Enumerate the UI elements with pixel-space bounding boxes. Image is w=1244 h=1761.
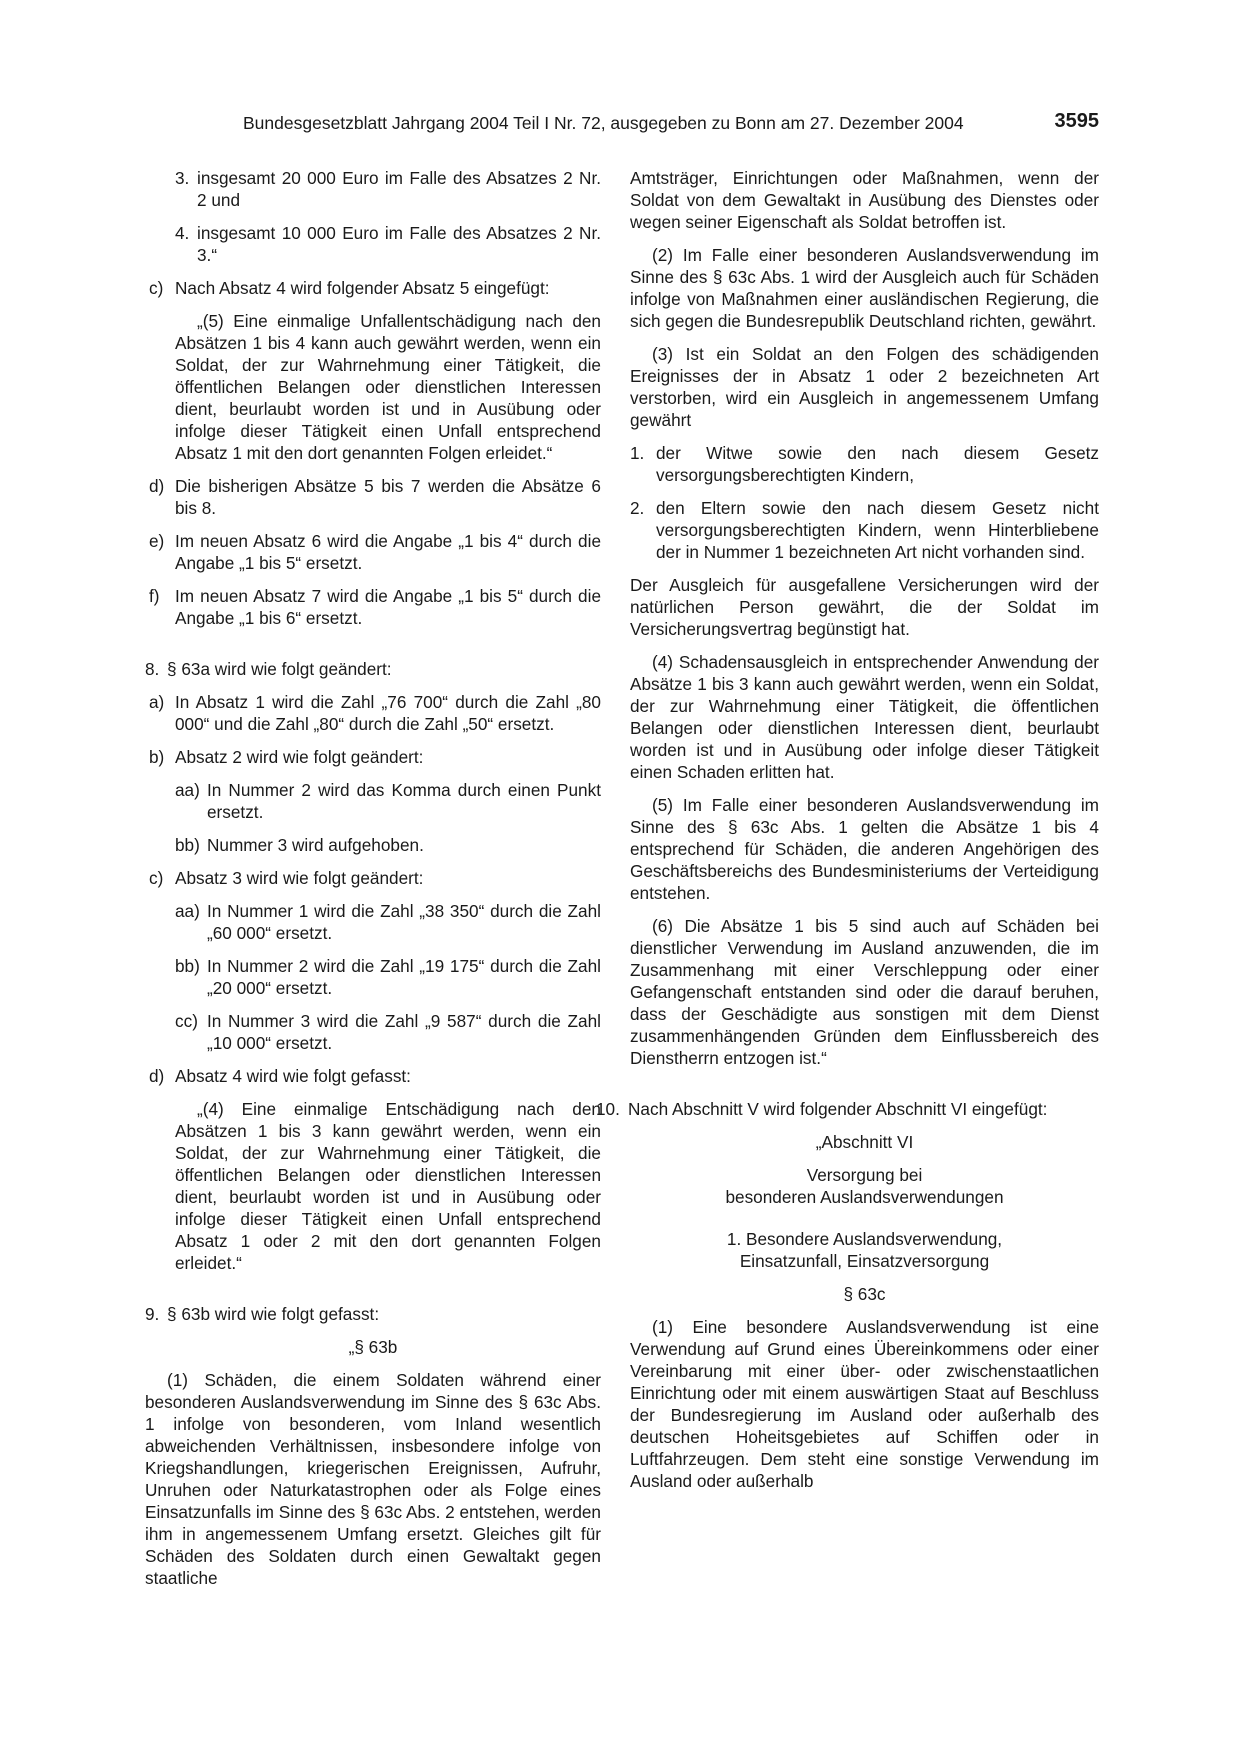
item-label: cc) (175, 1011, 198, 1031)
item-label: 10. (596, 1099, 620, 1119)
item-text: Nummer 3 wird aufgehoben. (207, 835, 424, 855)
section-heading-63c: § 63c (843, 1284, 886, 1304)
item-text: der Witwe sowie den nach diesem Gesetz versorgungsberechtigten Kindern, (656, 443, 1099, 485)
item-text: Nach Abschnitt V wird folgender Abschnitt VI eingefügt: (628, 1099, 1048, 1119)
item-label: aa) (175, 780, 200, 800)
item-label: e) (149, 531, 165, 551)
item-text: den Eltern sowie den nach diesem Gesetz nicht versorgungsberechtigten Kindern, wenn Hinterbliebene der in Nummer 1 bezeichneten Art nicht vorhanden sind. (656, 498, 1099, 562)
list-item-4 (145, 222, 601, 266)
amendment-8b-bb (145, 834, 601, 856)
paragraph-63b-1: (1) Schäden, die einem Soldaten während einer besonderen Auslandsverwendung im Sinne des § 63c Abs. 1 infolge von besonderen, vom Inland wesentlich abweichenden Verhältnissen, insbesondere infolge von Kriegshandlungen, kriegerischen Ereignissen, Aufruhr, Unruhen oder Naturkatastrophen oder als Folge eines Einsatzunfalls im Sinne des § 63c Abs. 2 entstehen, werden ihm in angemessenem Umfang ersetzt. Gleiches gilt für Schäden des Soldaten durch einen Gewaltakt gegen staatliche (145, 1370, 601, 1588)
item-text: Absatz 2 wird wie folgt geändert: (175, 747, 424, 767)
abschnitt-heading: „Abschnitt VI (815, 1132, 914, 1152)
item-label: 1. (630, 443, 645, 463)
item-label: f) (149, 586, 160, 606)
amendment-8c-bb (145, 955, 601, 999)
item-text: Im neuen Absatz 6 wird die Angabe „1 bis 4“ durch die Angabe „1 bis 5“ ersetzt. (175, 531, 601, 573)
list-item-3 (145, 167, 601, 211)
article-item-10 (596, 1098, 1099, 1120)
item-label: a) (149, 692, 165, 712)
amendment-8c-cc (145, 1010, 601, 1054)
amendment-f (145, 585, 601, 629)
item-label: d) (149, 1066, 165, 1086)
item-text: In Nummer 3 wird die Zahl „9 587“ durch die Zahl „10 000“ ersetzt. (207, 1011, 601, 1053)
amendment-e (145, 530, 601, 574)
item-text: In Nummer 1 wird die Zahl „38 350“ durch die Zahl „60 000“ ersetzt. (207, 901, 601, 943)
item-label: 9. (145, 1304, 160, 1324)
paragraph-2: (2) Im Falle einer besonderen Auslandsverwendung im Sinne des § 63c Abs. 1 wird der Ausgleich auch für Schäden infolge von Maßnahmen einer ausländischen Regierung, die sich gegen die Bundesrepublik Deutschland richten, gewährt. (630, 245, 1099, 331)
item-text: In Absatz 1 wird die Zahl „76 700“ durch die Zahl „80 000“ und die Zahl „80“ durch die Zahl „50“ ersetzt. (175, 692, 601, 734)
amendment-8c (145, 867, 601, 889)
paragraph-5: (5) Im Falle einer besonderen Auslandsverwendung im Sinne des § 63c Abs. 1 gelten die Absätze 1 bis 4 entsprechend für Schäden, die anderen Angehörigen des Geschäftsbereichs des Bundesministeriums der Verteidigung entstehen. (630, 795, 1099, 903)
item-text: insgesamt 20 000 Euro im Falle des Absatzes 2 Nr. 2 und (197, 168, 601, 210)
abschnitt-title-line-2: besonderen Auslandsverwendungen (725, 1187, 1004, 1207)
list-item-2 (630, 497, 1099, 563)
item-label: 2. (630, 498, 645, 518)
right-column (596, 167, 1099, 1503)
header-text: Bundesgesetzblatt Jahrgang 2004 Teil I Nr. 72, ausgegeben zu Bonn am 27. Dezember 2004 (243, 113, 964, 133)
running-header (243, 112, 1099, 138)
item-text: § 63a wird wie folgt geändert: (167, 659, 392, 679)
quoted-paragraph-4: „(4) Eine einmalige Entschädigung nach den Absätzen 1 bis 3 kann gewährt werden, wenn ein Soldat, der zur Wahrnehmung einer Tätigkeit, die öffentlichen Belangen oder dienstlichen Interessen dient, beurlaubt worden ist und in Ausübung oder infolge dieser Tätigkeit einen Unfall entsprechend Absatz 1 oder 2 mit den dort genannten Folgen erleidet.“ (175, 1099, 601, 1273)
item-label: c) (149, 278, 164, 298)
item-text: Absatz 3 wird wie folgt geändert: (175, 868, 424, 888)
article-item-8 (145, 658, 601, 680)
paragraph-6: (6) Die Absätze 1 bis 5 sind auch auf Schäden bei dienstlicher Verwendung im Ausland anzuwenden, die im Zusammenhang mit einer Verschleppung oder einer Gefangenschaft entstanden sind oder die darauf beruhen, dass der Geschädigte aus sonstigen mit dem Dienst zusammenhängenden Gründen dem Einflussbereich des Dienstherrn entzogen ist.“ (630, 916, 1099, 1068)
item-text: Im neuen Absatz 7 wird die Angabe „1 bis 5“ durch die Angabe „1 bis 6“ ersetzt. (175, 586, 601, 628)
amendment-d (145, 475, 601, 519)
item-label: aa) (175, 901, 200, 921)
item-text: § 63b wird wie folgt gefasst: (167, 1304, 380, 1324)
item-label: 4. (175, 223, 190, 243)
subsection-heading-line-2: Einsatzunfall, Einsatzversorgung (739, 1251, 990, 1271)
page-number: 3595 (1054, 110, 1099, 132)
item-text: In Nummer 2 wird die Zahl „19 175“ durch die Zahl „20 000“ ersetzt. (207, 956, 601, 998)
item-text: In Nummer 2 wird das Komma durch einen Punkt ersetzt. (207, 780, 601, 822)
item-label: 3. (175, 168, 190, 188)
item-text: Nach Absatz 4 wird folgender Absatz 5 eingefügt: (175, 278, 550, 298)
subsection-heading-line-1: 1. Besondere Auslandsverwendung, (726, 1229, 1003, 1249)
quoted-paragraph-5: „(5) Eine einmalige Unfallentschädigung nach den Absätzen 1 bis 4 kann auch gewährt werden, wenn ein Soldat, der zur Wahrnehmung einer Tätigkeit, die öffentlichen Belangen oder dienstlichen Interessen dient, beurlaubt worden ist und in Ausübung oder infolge dieser Tätigkeit einen Unfall entsprechend Absatz 1 mit den dort genannten Folgen erleidet.“ (175, 311, 601, 463)
paragraph-4: (4) Schadensausgleich in entsprechender Anwendung der Absätze 1 bis 3 kann auch gewährt werden, wenn ein Soldat, der zur Wahrnehmung einer Tätigkeit, die öffentlichen Belangen oder dienstlichen Interessen dient, beurlaubt worden ist und in Ausübung oder infolge dieser Tätigkeit einen Schaden erlitten hat. (630, 652, 1099, 782)
paragraph-63c-1: (1) Eine besondere Auslandsverwendung ist eine Verwendung auf Grund eines Übereinkommens oder einer Vereinbarung mit einer über- oder zwischenstaatlichen Einrichtung oder mit einem auswärtigen Staat auf Beschluss der Bundesregierung im Ausland oder außerhalb des deutschen Hoheitsgebietes auf Schiffen oder in Luftfahrzeugen. Dem steht eine sonstige Verwendung im Ausland oder außerhalb (630, 1317, 1099, 1491)
amendment-c (145, 277, 601, 299)
article-item-9 (145, 1303, 601, 1325)
item-label: b) (149, 747, 165, 767)
amendment-8b (145, 746, 601, 768)
item-label: bb) (175, 956, 200, 976)
item-label: c) (149, 868, 164, 888)
item-text: Die bisherigen Absätze 5 bis 7 werden die Absätze 6 bis 8. (175, 476, 601, 518)
amendment-8a (145, 691, 601, 735)
left-column (145, 167, 601, 1600)
subsection-heading (630, 1228, 1099, 1272)
item-text: insgesamt 10 000 Euro im Falle des Absatzes 2 Nr. 3.“ (197, 223, 601, 265)
amendment-8d (145, 1065, 601, 1087)
section-heading-63b: „§ 63b (348, 1337, 398, 1357)
paragraph-3-after: Der Ausgleich für ausgefallene Versicherungen wird der natürlichen Person gewährt, die der Soldat im Versicherungsvertrag begünstigt hat. (630, 575, 1099, 639)
list-item-1 (630, 442, 1099, 486)
paragraph-continuation: Amtsträger, Einrichtungen oder Maßnahmen, wenn der Soldat von dem Gewaltakt in Ausübung des Dienstes oder wegen seiner Eigenschaft als Soldat betroffen ist. (630, 168, 1099, 232)
item-label: 8. (145, 659, 160, 679)
abschnitt-title (630, 1164, 1099, 1208)
item-text: Absatz 4 wird wie folgt gefasst: (175, 1066, 411, 1086)
abschnitt-title-line-1: Versorgung bei (806, 1165, 923, 1185)
item-label: d) (149, 476, 165, 496)
amendment-8c-aa (145, 900, 601, 944)
paragraph-3: (3) Ist ein Soldat an den Folgen des schädigenden Ereignisses der in Absatz 1 oder 2 bezeichneten Art verstorben, wird ein Ausgleich in angemessenem Umfang gewährt (630, 344, 1099, 430)
item-label: bb) (175, 835, 200, 855)
amendment-8b-aa (145, 779, 601, 823)
